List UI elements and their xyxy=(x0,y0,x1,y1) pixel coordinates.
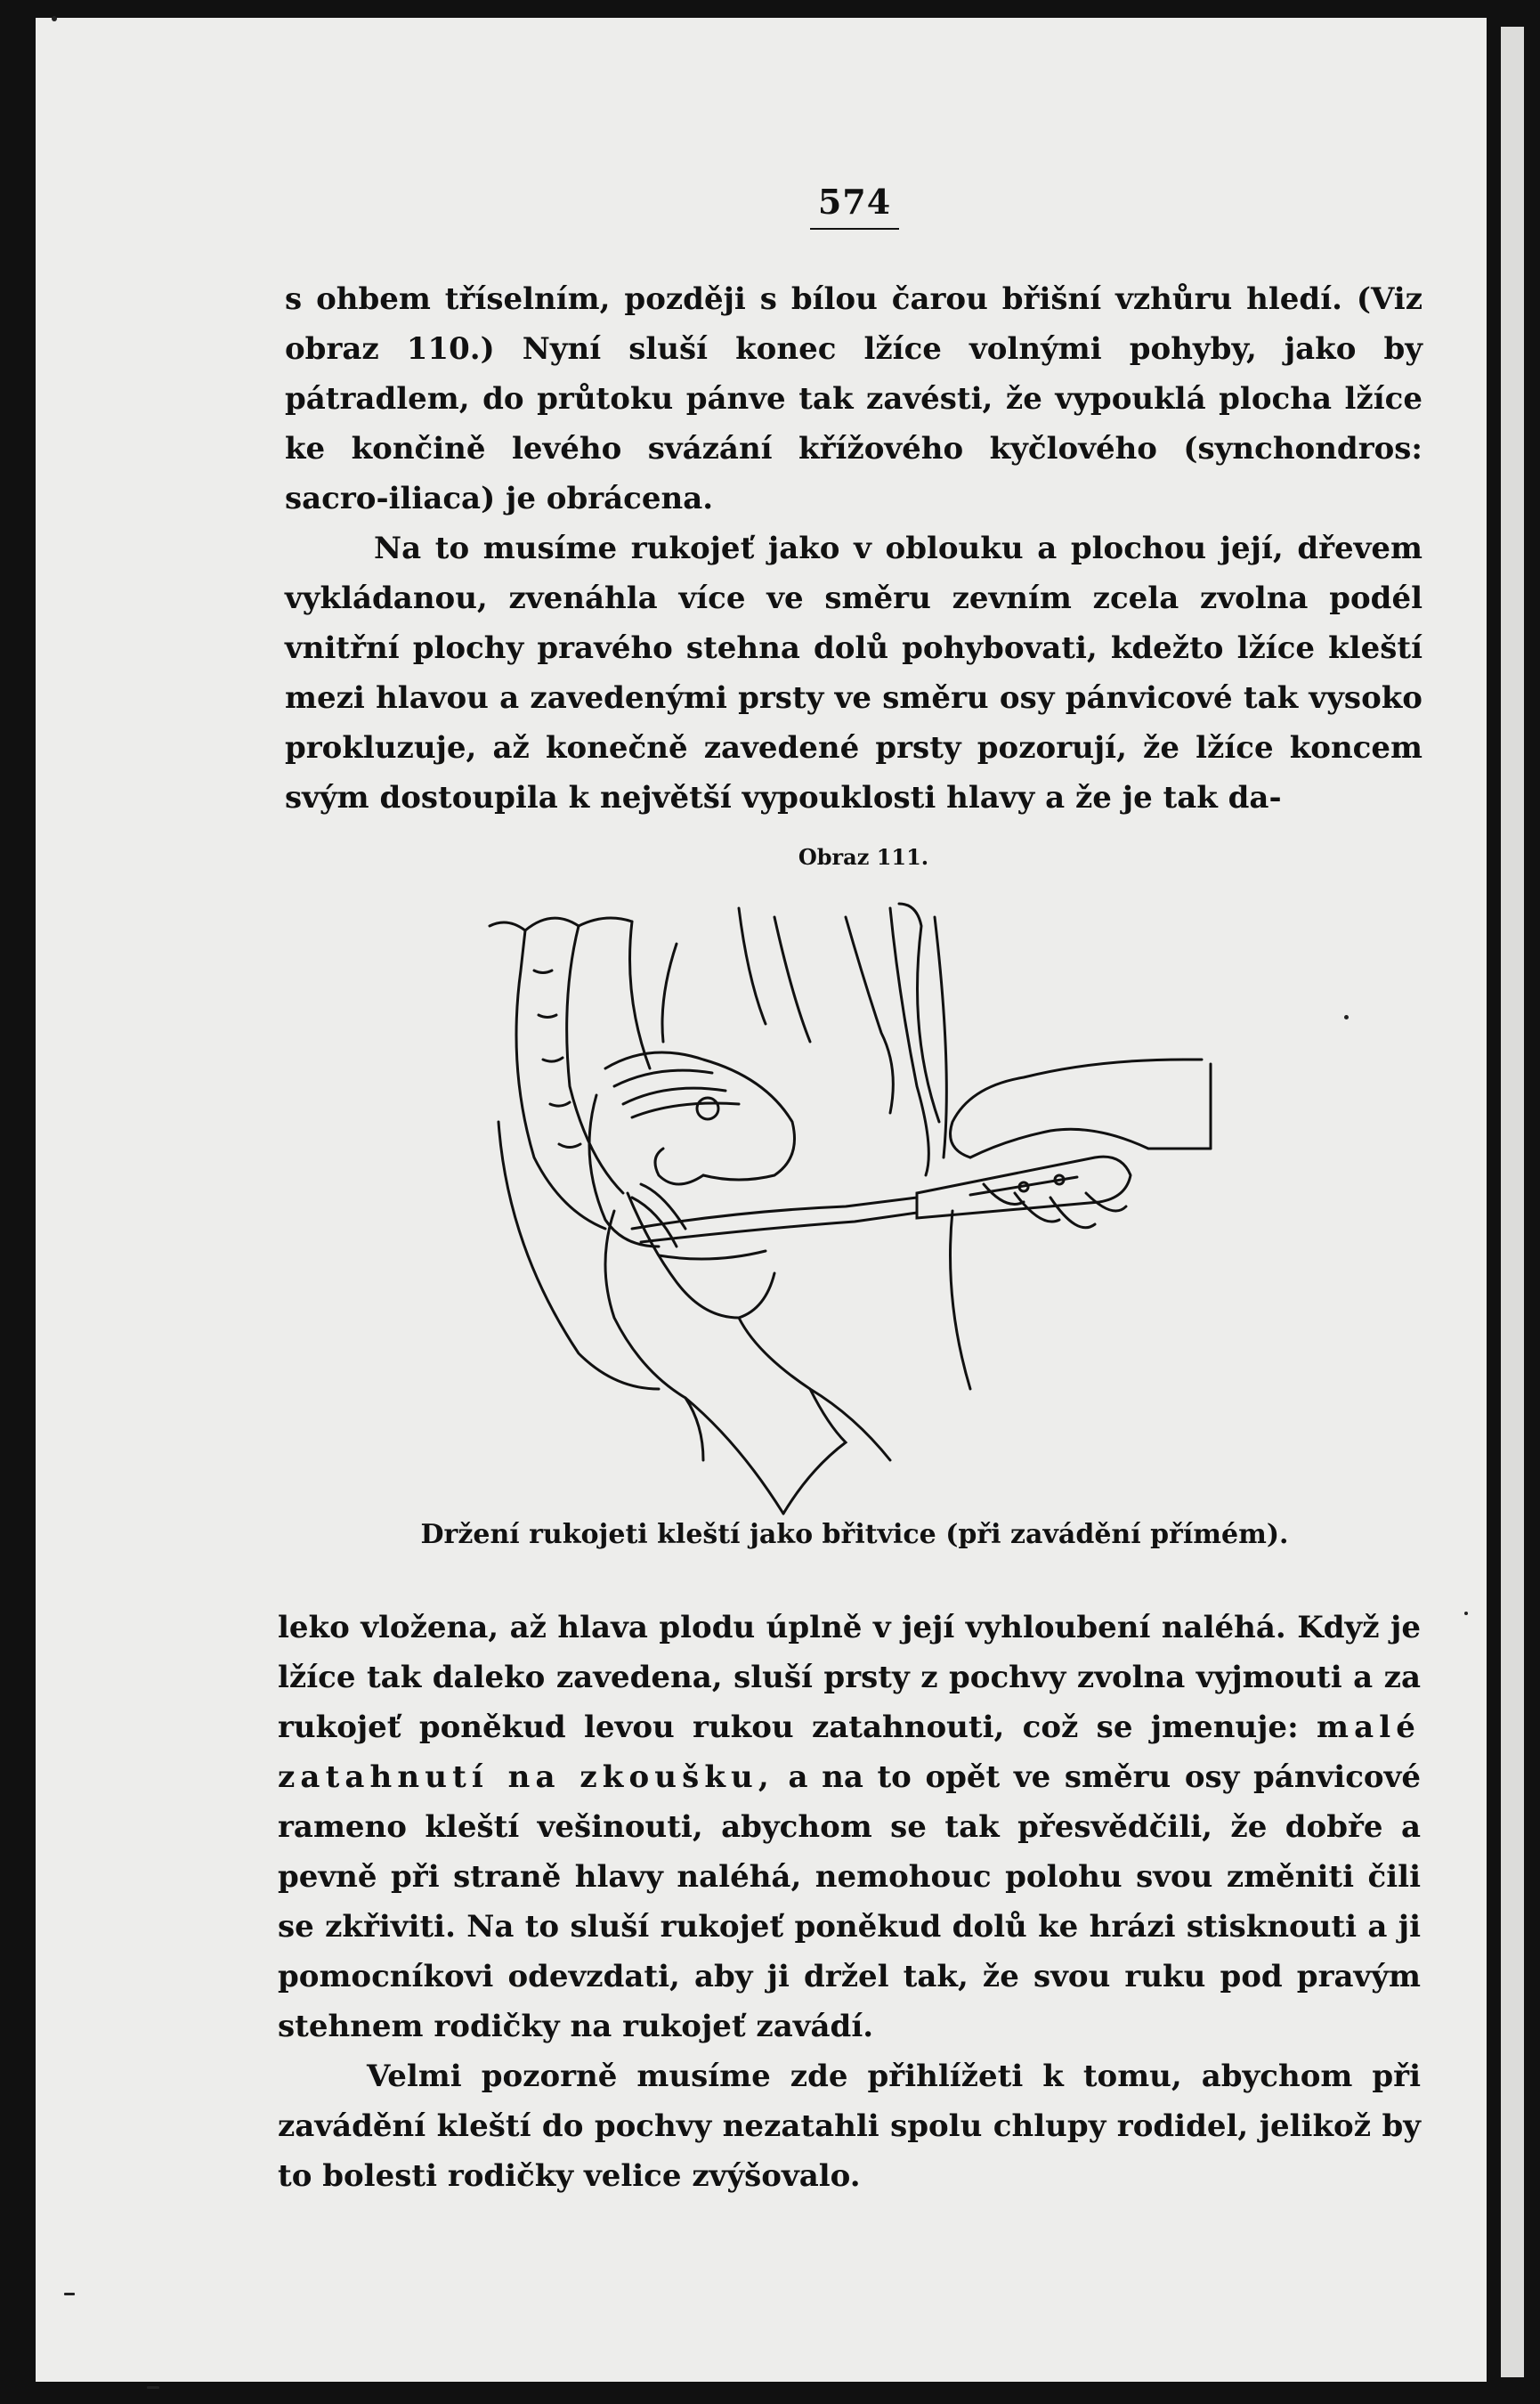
page-edge-strip xyxy=(1501,27,1524,2377)
text-block-bottom xyxy=(278,1603,1421,2201)
page-number-rule xyxy=(810,228,899,230)
scan-speck xyxy=(64,2293,75,2295)
scan-speck xyxy=(1464,1612,1468,1615)
paragraph: Velmi pozorně musíme zde přihlížeti k tomu, abychom při zavádění kleští do pochvy nezatahli spolu chlupy rodidel, jelikož by to bolesti rodičky velice zvýšovalo. xyxy=(278,2059,1421,2194)
scan-speck xyxy=(52,16,57,21)
paragraph: s ohbem tříselním, později s bílou čarou břišní vzhůru hledí. (Viz obraz 110.) Nyní sluší konec lžíce volnými pohyby, jako by pátradlem, do průtoku pánve tak zavésti, že vypouklá plocha lžíce ke končině levého svázání křížového kyčlového (synchondros: sacro-iliaca) je obrácena. xyxy=(285,281,1422,516)
figure-caption: Držení rukojeti kleští jako břitvice (při zavádění přímém). xyxy=(420,1519,1289,1550)
paragraph: Na to musíme rukojeť jako v oblouku a plochou její, dřevem vykládanou, zvenáhla více ve směru zevním zcela zvolna podél vnitřní plochy pravého stehna dolů pohybovati, kdežto lžíce kleští mezi hlavou a zavedenými prsty ve směru osy pánvicové tak vysoko prokluzuje, až konečně zavedené prsty pozorují, že lžíce koncem svým dostoupila k největší vypouklosti hlavy a že je tak da- xyxy=(285,531,1422,816)
paragraph xyxy=(278,1603,1421,2051)
text-block-top xyxy=(285,274,1422,823)
paragraph-text: a na to opět ve směru osy pánvicové rameno kleští vešinouti, abychom se tak přesvědčili, že dobře a pevně při straně hlavy naléhá, nemohouc polohu svou změniti čili se zkřiviti. Na to sluší rukojeť poněkud dolů ke hrázi stisknouti a ji pomocníkovi odevzdati, aby ji držel tak, že svou ruku pod pravým stehnem rodičky na rukojeť zavádí. xyxy=(278,1759,1421,2044)
forceps-illustration xyxy=(472,890,1237,1531)
page-number: 574 xyxy=(817,182,892,222)
figure-label: Obraz 111. xyxy=(798,844,929,870)
scan-speck xyxy=(147,2386,159,2389)
paragraph-text: leko vložena, až hlava plodu úplně v její vyhloubení naléhá. Když je lžíce tak daleko zavedena, sluší prsty z pochvy zvolna vyjmouti a za rukojeť poněkud levou rukou zatahnouti, což se jmenuje: xyxy=(278,1610,1421,1745)
spaced-emphasis: malé zatahnutí na zkoušku, xyxy=(278,1710,1422,1795)
scan-speck xyxy=(1344,1015,1349,1019)
